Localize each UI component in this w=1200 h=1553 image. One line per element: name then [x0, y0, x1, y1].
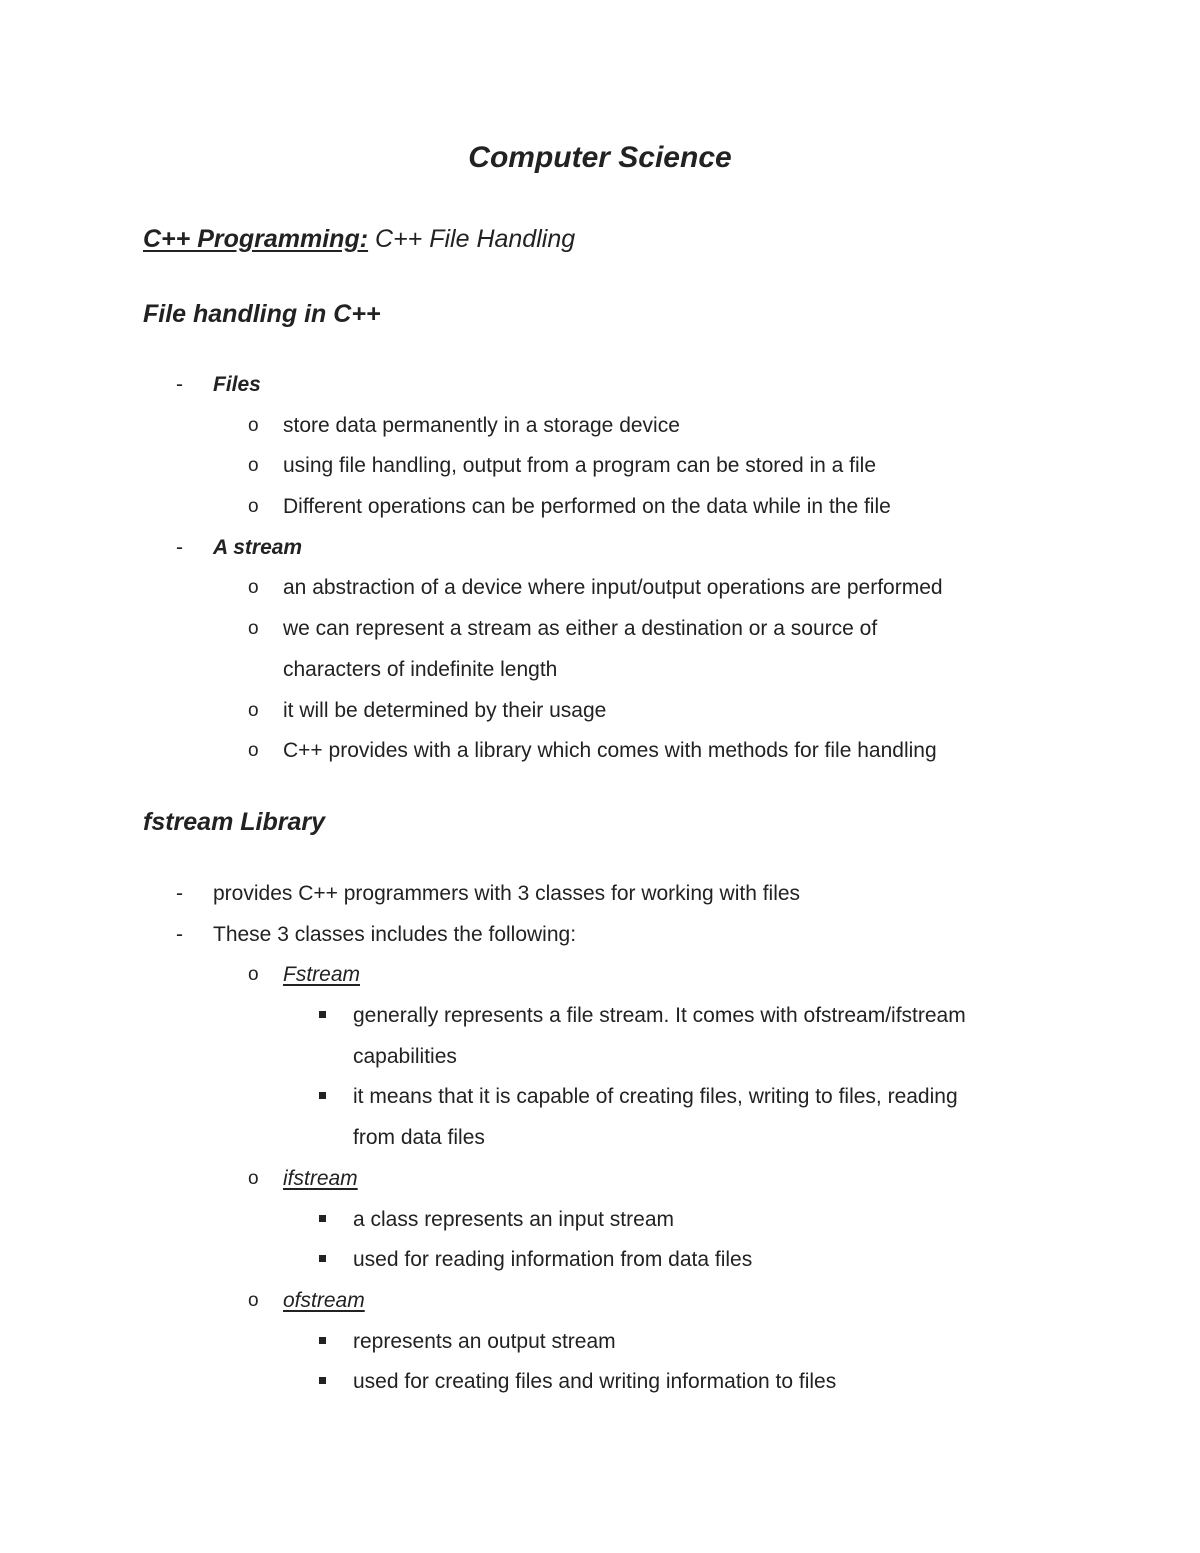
list-item [0, 874, 1200, 915]
page-title: Computer Science [468, 141, 732, 174]
class-detail: used for creating files and writing information to files [353, 1370, 837, 1394]
stream-point: an abstraction of a device where input/output operations are performed [283, 576, 943, 600]
list-item [0, 365, 1200, 406]
stream-label: A stream [213, 535, 303, 559]
subtitle [143, 222, 575, 256]
list-item [0, 1037, 1200, 1078]
circle-bullet: o [248, 414, 259, 436]
circle-bullet: o [248, 577, 259, 599]
square-bullet [319, 1011, 326, 1018]
library-point: provides C++ programmers with 3 classes for working with files [213, 882, 801, 905]
list-item [0, 1322, 1200, 1363]
class-detail: a class represents an input stream [353, 1207, 674, 1231]
stream-point: it will be determined by their usage [283, 698, 607, 722]
list-item [0, 996, 1200, 1037]
circle-bullet: o [248, 496, 259, 518]
list-item [0, 568, 1200, 609]
list-item [0, 446, 1200, 487]
files-point: Different operations can be performed on the data while in the file [283, 495, 891, 519]
list-item [0, 528, 1200, 569]
list-item [0, 609, 1200, 650]
fstream-library-list [0, 874, 1200, 1403]
square-bullet [319, 1337, 326, 1344]
list-item [0, 1118, 1200, 1159]
class-detail: it means that it is capable of creating files, writing to files, reading [353, 1085, 958, 1109]
circle-bullet: o [248, 618, 259, 640]
list-item [0, 406, 1200, 447]
library-point: These 3 classes includes the following: [213, 922, 577, 946]
files-label: Files [213, 373, 261, 396]
dash-bullet: - [176, 373, 183, 396]
list-item [0, 1281, 1200, 1322]
list-item [0, 691, 1200, 732]
square-bullet [319, 1255, 326, 1262]
class-name-ofstream: ofstream [283, 1288, 365, 1312]
circle-bullet: o [248, 1289, 259, 1311]
square-bullet [319, 1377, 326, 1384]
files-point: using file handling, output from a program can be stored in a file [283, 454, 877, 478]
class-detail: generally represents a file stream. It comes with ofstream/ifstream [353, 1004, 966, 1028]
stream-point: we can represent a stream as either a destination or a source of [283, 617, 878, 641]
square-bullet [319, 1215, 326, 1222]
dash-bullet: - [176, 882, 183, 905]
dash-bullet: - [176, 535, 183, 559]
list-item [0, 650, 1200, 691]
list-item [0, 1200, 1200, 1241]
list-item [0, 915, 1200, 956]
list-item [0, 955, 1200, 996]
list-item [0, 1240, 1200, 1281]
list-item [0, 1077, 1200, 1118]
section-heading-file-handling: File handling in C++ [143, 300, 381, 328]
circle-bullet: o [248, 699, 259, 721]
class-detail: used for reading information from data files [353, 1248, 753, 1272]
circle-bullet: o [248, 740, 259, 762]
files-point: store data permanently in a storage device [283, 413, 680, 437]
class-name-fstream: Fstream [283, 963, 361, 987]
circle-bullet: o [248, 1167, 259, 1189]
list-item [0, 1159, 1200, 1200]
square-bullet [319, 1092, 326, 1099]
subtitle-topic: C++ File Handling [375, 225, 576, 253]
file-handling-list [0, 365, 1200, 772]
circle-bullet: o [248, 455, 259, 477]
stream-point: C++ provides with a library which comes with methods for file handling [283, 739, 937, 763]
circle-bullet: o [248, 964, 259, 986]
stream-point-continuation: characters of indefinite length [283, 657, 558, 681]
dash-bullet: - [176, 922, 183, 946]
class-detail-continuation: capabilities [353, 1044, 457, 1068]
class-detail-continuation: from data files [353, 1126, 485, 1150]
section-heading-fstream-library: fstream Library [143, 808, 326, 836]
class-name-ifstream: ifstream [283, 1166, 358, 1190]
class-detail: represents an output stream [353, 1329, 616, 1353]
list-item [0, 1362, 1200, 1403]
subtitle-label: C++ Programming: [143, 225, 369, 253]
list-item [0, 487, 1200, 528]
list-item [0, 731, 1200, 772]
